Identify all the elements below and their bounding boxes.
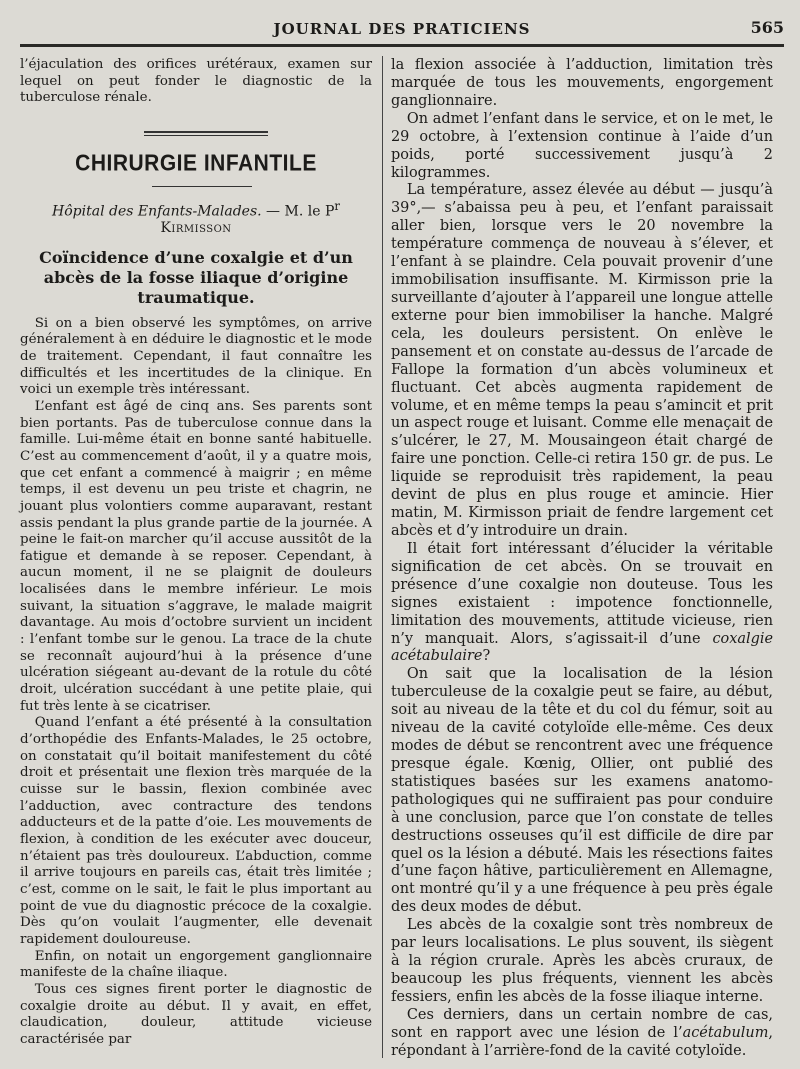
- paragraph: On admet l’enfant dans le service, et on le met, le 29 octobre, à l’extension continue à l’aide d’un poids, porté successivement jusqu’à 2 kilogrammes.: [391, 110, 773, 181]
- professor-abbrev: r: [334, 198, 340, 213]
- paragraph: [391, 1007, 773, 1061]
- section-divider-bottom: [152, 186, 252, 187]
- left-column: [20, 57, 372, 1049]
- right-column: [391, 57, 773, 1061]
- paragraph-text: Ces derniers, dans un certain nombre de cas, sont en rapport avec une lésion de l’: [391, 1006, 773, 1041]
- header-rule: [20, 44, 784, 47]
- section-divider-top: [144, 131, 268, 136]
- paragraph-text: Il était fort intéressant d’élucider la véritable signification de cet abcès. On se trouvait en présence d’une coxalgie non douteuse. Tous les signes existaient : impotence fonctionnelle, limitation des mouvements, attitude vicieuse, rien n’y manquait. Alors, s’agissait-il d’une: [391, 540, 773, 647]
- paragraph: Si on a bien observé les symptômes, on arrive généralement à en déduire le diagnostic et le mode de traitement. Cependant, il faut connaître les difficultés et les incertitudes de la clinique. En voici un exemple très intéressant.: [20, 315, 372, 398]
- paragraph-end: ?: [482, 648, 491, 665]
- column-divider: [382, 56, 383, 1058]
- journal-title: JOURNAL DES PRATICIENS: [273, 20, 531, 38]
- paragraph: La température, assez élevée au début — jusqu’à 39°,— s’abaissa peu à peu, et l’enfant paraissait aller bien, lorsque vers le 20 novembre la température commença de nouveau à s’élever, et l’enfant à se plaindre. Cela pouvait provenir d’une immobilisation insuffisante. M. Kirmisson prie la surveillante d’ajouter à l’appareil une longue attelle externe pour bien immobiliser la hanche. Malgré cela, les douleurs persistent. On enlève le pansement et on constate au-dessus de l’arcade de Fallope la formation d’un abcès volumineux et fluctuant. Cet abcès augmenta rapidement de volume, et en même temps la peau s’amincit et prit un aspect rouge et luisant. Comme elle menaçait de s’ulcérer, le 27, M. Mousaingeon était chargé de faire une ponction. Celle-ci retira 150 gr. de pus. Le liquide se reproduisit très rapidement, la peau devint de plus en plus rouge et amincie. Hier matin, M. Kirmisson priait de fendre largement cet abcès et d’y introduire un drain.: [391, 182, 773, 539]
- hospital-line: [20, 199, 372, 236]
- paragraph: On sait que la localisation de la lésion tuberculeuse de la coxalgie peut se faire, au début, soit au niveau de la tête et du col du fémur, soit au niveau de la cavité cotyloïde elle-même. Ces deux modes de début se rencontrent avec une fréquence presque égale. Kœnig, Ollier, ont publié des statistiques basées sur les examens anatomo-pathologiques qui ne suffiraient pas pour conduire à une conclusion, parce que l’on constate de telles destructions osseuses qu’il est difficile de dire par quel os la lésion a débuté. Mais les résections faites d’une façon hâtive, particulièrement en Allemagne, ont montré qu’il y a une fréquence à peu près égale des deux modes de début.: [391, 666, 773, 916]
- page-header: [20, 18, 784, 40]
- paragraph: L’enfant est âgé de cinq ans. Ses parents sont bien portants. Pas de tuberculose connue dans la famille. Lui-même était en bonne santé habituelle. C’est au commencement d’août, il y a quatre mois, que cet enfant a commencé à maigrir ; en même temps, il est devenu un peu triste et chagrin, ne jouant plus volontiers comme auparavant, restant assis pendant la plus grande partie de la journée. A peine le fait-on marcher qu’il accuse aussitôt de la fatigue et demande à se reposer. Cependant, à aucun moment, il ne se plaignit de douleurs localisées dans le membre inférieur. Le mois suivant, la situation s’aggrave, le malade maigrit davantage. Au mois d’octobre survient un incident : l’enfant tombe sur le genou. La trace de la chute se reconnaît aujourd’hui à la présence d’une ulcération siégeant au-devant de la rotule du côté droit, ulcération succédant à une petite plaie, qui fut très lente à se cicatriser.: [20, 398, 372, 714]
- paragraph: Enfin, on notait un engorgement ganglionnaire manifeste de la chaîne iliaque.: [20, 948, 372, 981]
- professor-name: Kirmisson: [160, 219, 232, 236]
- hospital-name: Hôpital des Enfants-Malades.: [52, 203, 262, 220]
- page-number: 565: [750, 18, 784, 37]
- italic-term: acétabulum: [682, 1024, 769, 1041]
- carry-over-paragraph: la flexion associée à l’adduction, limitation très marquée de tous les mouvements, engorgement ganglionnaire.: [391, 57, 773, 109]
- italic-term: coxalgie acétabulaire: [391, 630, 773, 665]
- paragraph: [391, 541, 773, 666]
- section-title: CHIRURGIE INFANTILE: [75, 151, 317, 176]
- paragraph: Tous ces signes firent porter le diagnostic de coxalgie droite au début. Il y avait, en effet, claudication, douleur, attitude vicieuse caractérisée par: [20, 981, 372, 1047]
- paragraph: Les abcès de la coxalgie sont très nombreux de par leurs localisations. Le plus souvent, ils siègent à la région crurale. Après les abcès cruraux, de beaucoup les plus fréquents, viennent les abcès fessiers, enfin les abcès de la fosse iliaque interne.: [391, 917, 773, 1005]
- paragraph-end: , répondant à l’arrière-fond de la cavité cotyloïde.: [391, 1024, 773, 1059]
- hospital-dash: — M. le P: [261, 203, 335, 220]
- carry-over-paragraph: l’éjaculation des orifices urétéraux, examen sur lequel on peut fonder le diagnostic de la tuberculose rénale.: [20, 57, 372, 106]
- paragraph: Quand l’enfant a été présenté à la consultation d’orthopédie des Enfants-Malades, le 25 octobre, on constatait qu’il boitait manifestement du côté droit et présentait une flexion très marquée de la cuisse sur le bassin, flexion combinée avec l’adduction, avec contracture des tendons adducteurs et de la patte d’oie. Les mouvements de flexion, à condition de les exécuter avec douceur, n’étaient pas très douloureux. L’abduction, comme il arrive toujours en pareils cas, était très limitée ; c’est, comme on le sait, le fait le plus important au point de vue du diagnostic précoce de la coxalgie. Dès qu’on voulait l’augmenter, elle devenait rapidement douloureuse.: [20, 715, 372, 947]
- article-title: Coïncidence d’une coxalgie et d’un abcès de la fosse iliaque d’origine traumatique.: [39, 247, 353, 307]
